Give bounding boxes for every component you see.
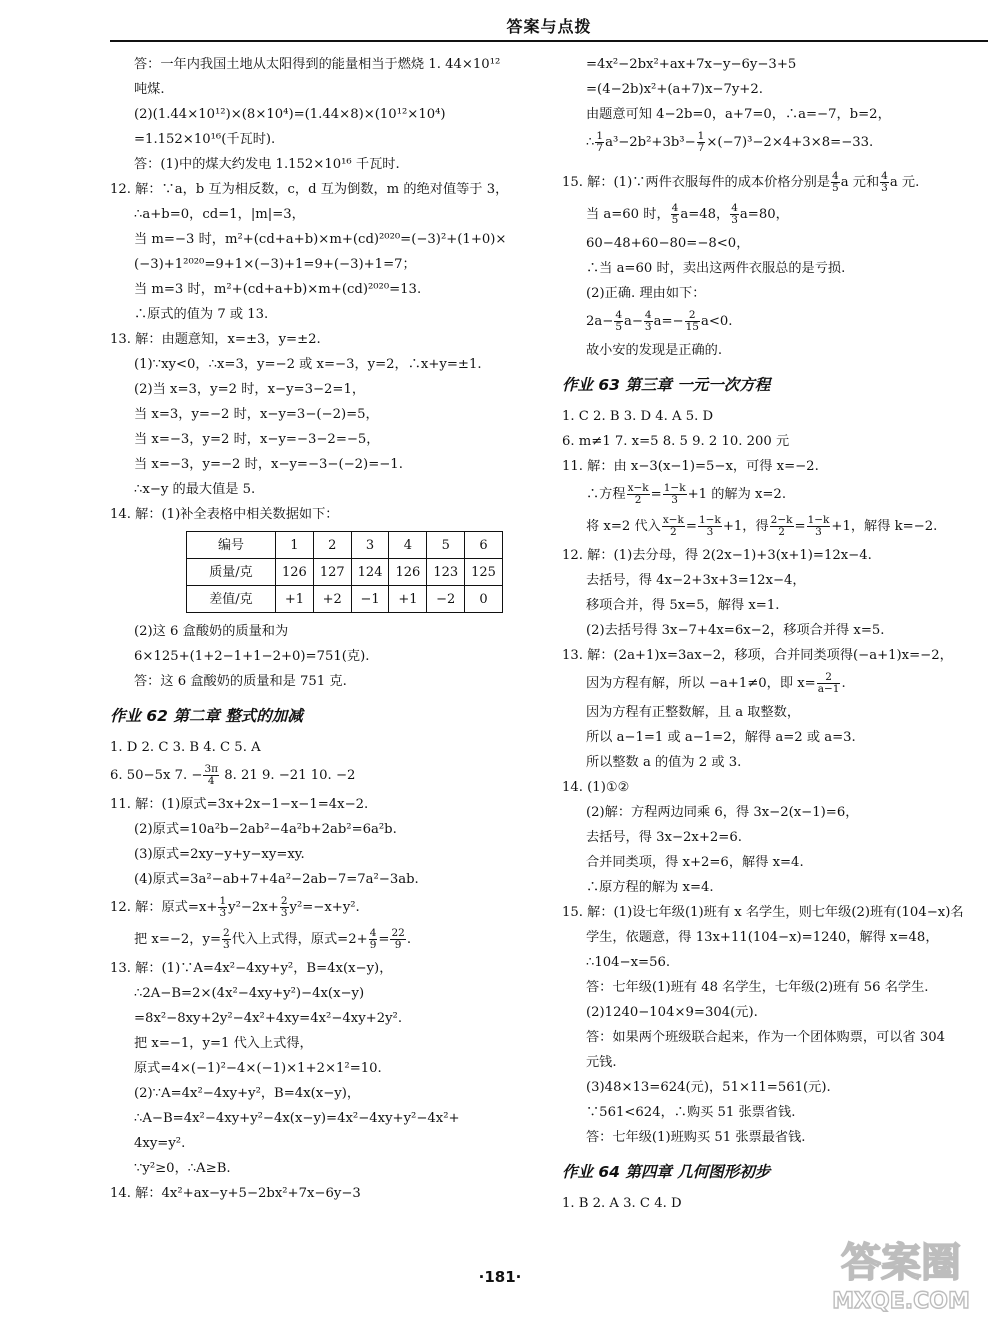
fraction: [203, 764, 219, 787]
fraction-denominator: 3: [223, 939, 230, 951]
text-segment: ×(−7)³−2×4+3×8=−33.: [706, 135, 874, 150]
text-line: 14. 解：4x²+ax−y+5−2bx²+7x−6y−3: [110, 1186, 361, 1201]
fraction-numerator: 4: [731, 202, 738, 214]
fraction: [698, 515, 722, 538]
text-line: =(4−2b)x²+(a+7)x−7y+2.: [586, 82, 763, 97]
table-cell: 1: [276, 532, 314, 559]
text-segment: ∴方程: [586, 487, 626, 502]
text-line: 11. 解：由 x−3(x−1)=5−x，可得 x=−2.: [562, 459, 819, 474]
table-cell: +1: [389, 586, 427, 613]
fraction-numerator: 1−k: [807, 514, 830, 526]
text-line: 当 x=3，y=−2 时，x−y=3−(−2)=5，: [134, 407, 379, 422]
fraction: [730, 203, 739, 226]
text-line: 答：(1)中的煤大约发电 1.152×10¹⁶ 千瓦时.: [134, 157, 400, 172]
fraction-denominator: 3: [815, 526, 822, 538]
left-column: [110, 52, 535, 1206]
fraction-numerator: x−k: [627, 482, 649, 494]
text-line: (−3)+1²⁰²⁰=9+1×(−3)+1=9+(−3)+1=7；: [134, 257, 416, 272]
text-line: ∵y²≥0，∴A≥B.: [134, 1161, 231, 1176]
table-row: [187, 532, 503, 559]
fraction-numerator: 2: [817, 672, 841, 684]
fraction-numerator: 1: [219, 895, 227, 907]
text-line: ∴x−y 的最大值是 5.: [134, 482, 256, 497]
text-segment: ∴: [586, 135, 595, 150]
fraction: [390, 928, 405, 951]
text-segment: 2a−: [586, 314, 614, 329]
text-line: ∴a+b=0，cd=1，|m|=3，: [134, 207, 305, 222]
text-line: (1)∵xy<0，∴x=3，y=−2 或 x=−3，y=2，∴x+y=±1.: [134, 357, 482, 372]
text-segment: a=48，: [680, 207, 730, 222]
table-cell: 2: [313, 532, 351, 559]
text-segment: y²=−x+y².: [289, 900, 360, 915]
text-line: 所以 a−1=1 或 a−1=2，解得 a=2 或 a=3.: [586, 730, 856, 745]
text-line: 把 x=−1，y=1 代入上式得，: [134, 1036, 313, 1051]
fraction-denominator: 3: [706, 526, 714, 538]
text-line: =4x²−2bx²+ax+7x−y−6y−3+5: [586, 57, 797, 72]
table-cell: 124: [351, 559, 389, 586]
text-segment: y²−2x+: [228, 900, 279, 915]
text-segment: 将 x=2 代入: [586, 519, 661, 534]
fraction-denominator: 7: [596, 142, 604, 154]
text-line: 当 x=−3，y=−2 时，x−y=−3−(−2)=−1.: [134, 457, 403, 472]
table-cell: 126: [276, 559, 314, 586]
fraction-numerator: 1: [697, 130, 705, 142]
text-segment: 把 x=−2，y=: [134, 932, 221, 947]
text-line: 原式=4×(−1)²−4×(−1)×1+2×1²=10.: [134, 1061, 382, 1076]
text-line: 当 m=3 时，m²+(cd+a+b)×m+(cd)²⁰²⁰=13.: [134, 282, 422, 297]
text-line: 去括号，得 3x−2x+2=6.: [586, 830, 742, 845]
table-cell: 123: [427, 559, 465, 586]
text-line: 移项合并，得 5x=5，解得 x=1.: [586, 598, 780, 613]
fraction: [880, 171, 889, 194]
text-line: (2)去括号得 3x−7+4x=6x−2，移项合并得 x=5.: [586, 623, 885, 638]
text-line: 答：如果两个班级联合起来，作为一个团体购票，可以省 304: [586, 1030, 946, 1045]
text-line: [562, 479, 990, 511]
text-line: 所以整数 a 的值为 2 或 3.: [586, 755, 742, 770]
text-line: 当 x=−3，y=2 时，x−y=−3−2=−5，: [134, 432, 380, 447]
table-cell: −1: [351, 586, 389, 613]
text-line: [110, 760, 535, 792]
text-line: [562, 127, 990, 159]
fraction-denominator: 3: [671, 494, 678, 506]
text-line: [562, 668, 990, 700]
fraction-numerator: 2: [280, 895, 288, 907]
text-line: 去括号，得 4x−2+3x+3=12x−4，: [586, 573, 806, 588]
text-line: 12. 解：∵a，b 互为相反数，c，d 互为倒数，m 的绝对值等于 3，: [110, 182, 509, 197]
text-line: 4xy=y².: [134, 1136, 186, 1151]
text-line: (2)原式=10a²b−2ab²−4a²b+2ab²=6a²b.: [134, 822, 397, 837]
fraction: [807, 515, 831, 538]
fraction-numerator: 22: [391, 927, 405, 939]
table-cell: −2: [427, 586, 465, 613]
table-cell: 5: [427, 532, 465, 559]
text-line: 因为方程有正整数解，且 a 取整数，: [586, 705, 801, 720]
text-line: (2)正确. 理由如下：: [586, 286, 706, 301]
text-line: (2)当 x=3，y=2 时，x−y=3−2=1，: [134, 382, 366, 397]
text-line: ∵561<624，∴购买 51 张票省钱.: [586, 1105, 796, 1120]
table-row: [187, 586, 503, 613]
text-line: [562, 199, 990, 231]
text-line: ∴原式的值为 7 或 13.: [134, 307, 269, 322]
fraction-denominator: 2: [670, 526, 677, 538]
text-line: [110, 924, 535, 956]
table-cell: 126: [389, 559, 427, 586]
text-line: 13. 解：(1)∵A=4x²−4xy+y²，B=4x(x−y)，: [110, 961, 393, 976]
header-title: 答案与点拨: [506, 17, 592, 36]
table-cell: 3: [351, 532, 389, 559]
text-line: [562, 306, 990, 338]
fraction-numerator: 2−k: [770, 514, 793, 526]
text-segment: a−: [624, 314, 643, 329]
text-line: (4)原式=3a²−ab+7+4a²−2ab−7=7a²−3ab.: [134, 872, 419, 887]
text-line: (2)∵A=4x²−4xy+y²，B=4x(x−y)，: [134, 1086, 361, 1101]
text-segment: 6. 50−5x 7. −: [110, 768, 203, 783]
text-segment: +1，解得 k=−2.: [831, 519, 938, 534]
text-segment: 因为方程有解，所以 −a+1≠0，即 x=: [586, 676, 816, 691]
text-line: 14. (1)①②: [562, 780, 630, 795]
text-segment: 8. 21 9. −21 10. −2: [220, 768, 356, 783]
text-line: 合并同类项，得 x+2=6，解得 x=4.: [586, 855, 804, 870]
fraction-numerator: 2: [223, 927, 230, 939]
text-line: (2)1240−104×9=304(元).: [586, 1005, 758, 1020]
watermark-bottom-text: MXQE.COM: [832, 1289, 970, 1314]
text-segment: a=−: [653, 314, 684, 329]
text-line: (3)原式=2xy−y+y−xy=xy.: [134, 847, 305, 862]
text-segment: a 元和: [840, 175, 880, 190]
fraction: [280, 896, 289, 919]
fraction: [685, 310, 700, 333]
fraction: [595, 131, 604, 154]
fraction-numerator: 4: [832, 170, 839, 182]
text-line: 答：一年内我国土地从太阳得到的能量相当于燃烧 1. 44×10¹²: [134, 57, 501, 72]
table-cell: 6: [465, 532, 503, 559]
text-line: 11. 解：(1)原式=3x+2x−1−x−1=4x−2.: [110, 797, 369, 812]
text-line: (2)解：方程两边同乘 6，得 3x−2(x−1)=6，: [586, 805, 859, 820]
fraction-denominator: 9: [369, 939, 377, 951]
text-segment: 当 a=60 时，: [586, 207, 670, 222]
text-line: 1. C 2. B 3. D 4. A 5. D: [562, 409, 714, 424]
fraction: [662, 515, 685, 538]
text-segment: 15. 解：(1)∵两件衣服每件的成本价格分别是: [562, 175, 831, 190]
right-column: [562, 52, 990, 1216]
page-header: [110, 14, 988, 37]
text-segment: .: [841, 676, 846, 691]
data-table: [186, 531, 503, 613]
fraction: [614, 310, 623, 333]
fraction-denominator: 3: [280, 907, 288, 919]
fraction: [831, 171, 840, 194]
text-line: 由题意可知 4−2b=0，a+7=0，∴a=−7，b=2，: [586, 107, 891, 122]
fraction-denominator: 4: [207, 775, 215, 787]
fraction: [644, 310, 653, 333]
table-cell: 0: [465, 586, 503, 613]
text-segment: 12. 解：原式=x+: [110, 900, 218, 915]
fraction-numerator: 2: [685, 310, 700, 322]
fraction-numerator: 1−k: [663, 482, 686, 494]
text-line: ∴A−B=4x²−4xy+y²−4x(x−y)=4x²−4xy+y²−4x²+: [134, 1111, 460, 1126]
text-line: 6. m≠1 7. x=5 8. 5 9. 2 10. 200 元: [562, 434, 790, 449]
fraction-denominator: 5: [671, 214, 679, 226]
fraction: [222, 928, 231, 951]
fraction: [218, 896, 227, 919]
spacer: [562, 159, 990, 167]
fraction-numerator: 4: [671, 202, 679, 214]
section-heading: 作业 62 第二章 整式的加减: [110, 707, 303, 725]
fraction-denominator: 7: [697, 142, 705, 154]
text-segment: =: [685, 519, 697, 534]
text-line: 15. 解：(1)设七年级(1)班有 x 名学生，则七年级(2)班有(104−x)名: [562, 905, 964, 920]
fraction: [663, 483, 687, 506]
fraction-numerator: 3π: [204, 763, 219, 775]
text-segment: 代入上式得，原式=2+: [231, 932, 368, 947]
fraction-denominator: 5: [615, 321, 622, 333]
header-rule: [110, 40, 988, 42]
table-row: [187, 559, 503, 586]
fraction-denominator: 5: [832, 182, 839, 194]
text-line: 6×125+(1+2−1+1−2+0)=751(克).: [134, 649, 370, 664]
text-segment: a 元.: [889, 175, 920, 190]
text-line: 12. 解：(1)去分母，得 2(2x−1)+3(x+1)=12x−4.: [562, 548, 872, 563]
text-segment: =: [378, 932, 390, 947]
fraction-numerator: 4: [369, 927, 377, 939]
text-line: ∴104−x=56.: [586, 955, 671, 970]
table-cell: 质量/克: [187, 559, 276, 586]
text-line: 答：这 6 盒酸奶的质量和是 751 克.: [134, 674, 347, 689]
fraction-denominator: 3: [644, 321, 652, 333]
section-heading: 作业 63 第三章 一元一次方程: [562, 376, 771, 394]
text-line: ∴2A−B=2×(4x²−4xy+y²)−4x(x−y): [134, 986, 365, 1001]
fraction-numerator: 1: [596, 130, 604, 142]
text-line: ∴当 a=60 时，卖出这两件衣服总的是亏损.: [586, 261, 846, 276]
text-segment: a³−2b²+3b³−: [605, 135, 696, 150]
text-line: 13. 解：由题意知，x=±3，y=±2.: [110, 332, 321, 347]
fraction: [697, 131, 706, 154]
fraction: [369, 928, 378, 951]
fraction: [671, 203, 680, 226]
text-line: 14. 解：(1)补全表格中相关数据如下：: [110, 507, 339, 522]
text-line: 1. B 2. A 3. C 4. D: [562, 1196, 682, 1211]
text-line: 学生，依题意，得 13x+11(104−x)=1240，解得 x=48，: [586, 930, 939, 945]
text-line: [110, 892, 535, 924]
fraction: [627, 483, 650, 506]
text-line: 答：七年级(1)班有 48 名学生，七年级(2)班有 56 名学生.: [586, 980, 929, 995]
text-line: (3)48×13=624(元)，51×11=561(元).: [586, 1080, 831, 1095]
fraction-numerator: 4: [615, 309, 622, 321]
table-cell: 4: [389, 532, 427, 559]
text-line: (2)(1.44×10¹²)×(8×10⁴)=(1.44×8)×(10¹²×10⁴): [134, 107, 446, 122]
text-segment: =: [794, 519, 806, 534]
text-line: [562, 167, 990, 199]
text-segment: .: [406, 932, 412, 947]
text-segment: =: [650, 487, 662, 502]
text-line: 答：七年级(1)班购买 51 张票最省钱.: [586, 1130, 806, 1145]
page-number: ·181·: [478, 1268, 522, 1286]
fraction-denominator: 3: [731, 214, 738, 226]
fraction-denominator: 15: [685, 321, 699, 333]
table-cell: 编号: [187, 532, 276, 559]
table-cell: 125: [465, 559, 503, 586]
fraction-numerator: 1−k: [698, 514, 721, 526]
text-line: 60−48+60−80=−8<0，: [586, 236, 750, 251]
watermark-logo: [816, 1232, 986, 1316]
fraction-denominator: 3: [881, 182, 888, 194]
text-line: 当 m=−3 时，m²+(cd+a+b)×m+(cd)²⁰²⁰=(−3)²+(1+0)×: [134, 232, 507, 247]
section-heading: 作业 64 第四章 几何图形初步: [562, 1163, 771, 1181]
text-line: 吨煤.: [134, 82, 165, 97]
text-segment: a<0.: [700, 314, 733, 329]
fraction: [817, 672, 841, 695]
text-line: 13. 解：(2a+1)x=3ax−2，移项，合并同类项得(−a+1)x=−2，: [562, 648, 953, 663]
text-line: [562, 511, 990, 543]
text-line: 元钱.: [586, 1055, 617, 1070]
fraction-denominator: 9: [394, 939, 402, 951]
fraction-denominator: 2: [634, 494, 642, 506]
text-line: 1. D 2. C 3. B 4. C 5. A: [110, 740, 261, 755]
fraction-denominator: 3: [219, 907, 227, 919]
watermark-top-text: 答案圈: [841, 1240, 961, 1286]
fraction-denominator: a−1: [817, 683, 840, 695]
text-line: 故小安的发现是正确的.: [586, 343, 723, 358]
text-line: ∴原方程的解为 x=4.: [586, 880, 714, 895]
table-cell: +1: [276, 586, 314, 613]
table-cell: 127: [313, 559, 351, 586]
text-line: =8x²−8xy+2y²−4x²+4xy=4x²−4xy+2y².: [134, 1011, 403, 1026]
fraction: [770, 515, 794, 538]
table-cell: 差值/克: [187, 586, 276, 613]
text-segment: +1，得: [722, 519, 769, 534]
fraction-numerator: x−k: [662, 514, 684, 526]
fraction-numerator: 4: [644, 309, 652, 321]
text-line: (2)这 6 盒酸奶的质量和为: [134, 624, 289, 639]
text-segment: a=80，: [739, 207, 789, 222]
fraction-denominator: 2: [778, 526, 785, 538]
text-segment: +1 的解为 x=2.: [687, 487, 787, 502]
table-cell: +2: [313, 586, 351, 613]
fraction-numerator: 4: [881, 170, 888, 182]
text-line: =1.152×10¹⁶(千瓦时).: [134, 132, 276, 147]
